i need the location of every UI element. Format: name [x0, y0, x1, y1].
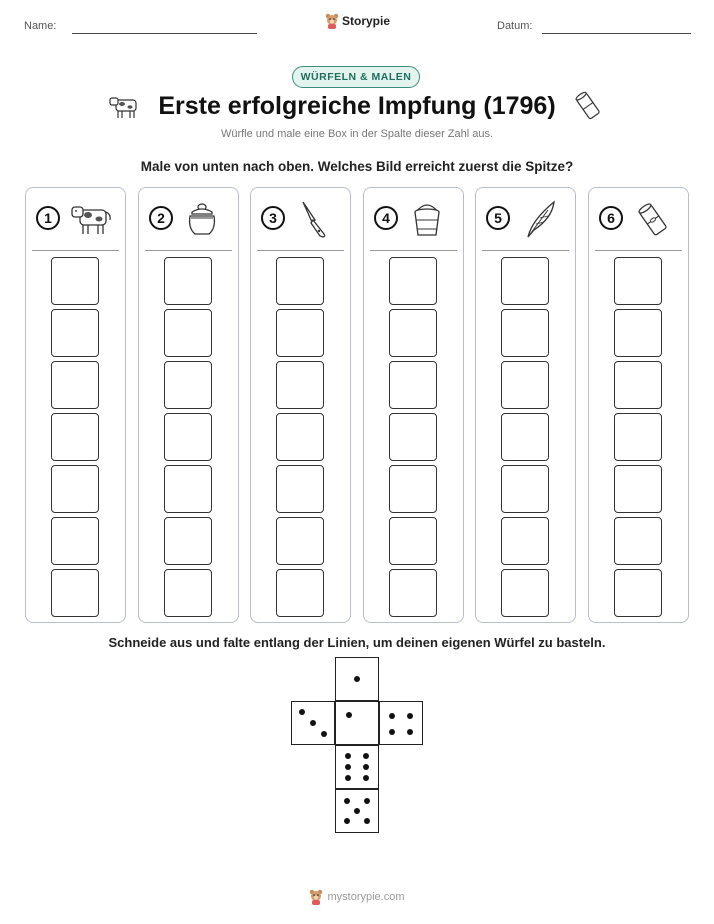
- footer: [0, 889, 714, 905]
- color-box[interactable]: [164, 361, 212, 409]
- pip: [354, 676, 360, 682]
- column-header: [251, 188, 350, 250]
- pip: [364, 798, 370, 804]
- column-number: 3: [261, 206, 285, 230]
- pip: [299, 709, 305, 715]
- color-box[interactable]: [164, 569, 212, 617]
- date-label: Datum:: [497, 20, 533, 32]
- column-header: [589, 188, 688, 250]
- column-header: [26, 188, 125, 250]
- color-box[interactable]: [51, 257, 99, 305]
- color-box[interactable]: [501, 257, 549, 305]
- pip: [344, 818, 350, 824]
- lancet-icon: [293, 198, 339, 240]
- column-number: 1: [36, 206, 60, 230]
- color-box[interactable]: [276, 309, 324, 357]
- bear-icon: [309, 889, 323, 905]
- brand-name: Storypie: [342, 14, 391, 28]
- color-box[interactable]: [276, 413, 324, 461]
- column-4: [363, 187, 464, 623]
- color-box[interactable]: [51, 413, 99, 461]
- color-box[interactable]: [51, 517, 99, 565]
- pip: [364, 818, 370, 824]
- color-box[interactable]: [164, 465, 212, 513]
- column-number: 4: [374, 206, 398, 230]
- pip: [344, 798, 350, 804]
- color-box[interactable]: [276, 569, 324, 617]
- pip: [363, 764, 369, 770]
- color-box[interactable]: [389, 257, 437, 305]
- die-face-5: [335, 789, 379, 833]
- color-box[interactable]: [389, 569, 437, 617]
- bear-icon: [325, 13, 339, 29]
- pip: [354, 808, 360, 814]
- column-number: 5: [486, 206, 510, 230]
- cow-icon: [108, 92, 142, 120]
- color-box[interactable]: [614, 257, 662, 305]
- color-box[interactable]: [276, 257, 324, 305]
- color-box[interactable]: [276, 361, 324, 409]
- color-box[interactable]: [614, 465, 662, 513]
- color-box[interactable]: [614, 413, 662, 461]
- color-box[interactable]: [501, 465, 549, 513]
- color-box[interactable]: [389, 465, 437, 513]
- brand-logo: [325, 13, 390, 29]
- color-box[interactable]: [614, 309, 662, 357]
- name-label: Name:: [24, 20, 57, 32]
- column-3: [250, 187, 351, 623]
- scroll-icon: [574, 90, 602, 122]
- pip: [345, 753, 351, 759]
- color-box[interactable]: [501, 309, 549, 357]
- color-box[interactable]: [51, 465, 99, 513]
- color-box[interactable]: [614, 517, 662, 565]
- color-box[interactable]: [51, 361, 99, 409]
- cut-instruction: Schneide aus und falte entlang der Linien, um deinen eigenen Würfel zu basteln.: [108, 635, 606, 650]
- color-box[interactable]: [389, 517, 437, 565]
- color-box[interactable]: [501, 569, 549, 617]
- color-box[interactable]: [614, 361, 662, 409]
- quill-icon: [518, 198, 564, 240]
- color-box[interactable]: [164, 517, 212, 565]
- jar-icon: [181, 198, 227, 240]
- column-5: [475, 187, 576, 623]
- pip: [310, 720, 316, 726]
- name-line: [72, 33, 257, 34]
- date-line: [542, 33, 691, 34]
- color-box[interactable]: [389, 413, 437, 461]
- bucket-icon: [406, 198, 452, 240]
- die-face-1: [335, 657, 379, 701]
- color-box[interactable]: [389, 361, 437, 409]
- pip: [321, 731, 327, 737]
- color-box[interactable]: [501, 361, 549, 409]
- color-box[interactable]: [276, 517, 324, 565]
- color-box[interactable]: [164, 309, 212, 357]
- pip: [389, 713, 395, 719]
- column-header: [364, 188, 463, 250]
- column-header: [476, 188, 575, 250]
- color-box[interactable]: [164, 413, 212, 461]
- subtitle: Würfle und male eine Box in der Spalte dieser Zahl aus.: [220, 128, 494, 140]
- pip: [363, 775, 369, 781]
- pip: [345, 775, 351, 781]
- die-face-6: [335, 745, 379, 789]
- color-box[interactable]: [51, 309, 99, 357]
- column-2: [138, 187, 239, 623]
- die-face-1b: [335, 701, 379, 745]
- column-header: [139, 188, 238, 250]
- activity-badge: WÜRFELN & MALEN: [292, 66, 420, 88]
- column-6: [588, 187, 689, 623]
- color-box[interactable]: [51, 569, 99, 617]
- color-box[interactable]: [389, 309, 437, 357]
- column-1: [25, 187, 126, 623]
- footer-url: mystorypie.com: [327, 891, 405, 903]
- pip: [363, 753, 369, 759]
- pip: [407, 713, 413, 719]
- color-box[interactable]: [164, 257, 212, 305]
- color-box[interactable]: [614, 569, 662, 617]
- color-box[interactable]: [501, 517, 549, 565]
- scroll-icon: [631, 198, 677, 240]
- color-box[interactable]: [501, 413, 549, 461]
- color-box[interactable]: [276, 465, 324, 513]
- die-face-3: [291, 701, 335, 745]
- pip: [346, 712, 352, 718]
- column-number: 6: [599, 206, 623, 230]
- pip: [389, 729, 395, 735]
- page-title: Erste erfolgreiche Impfung (1796): [158, 92, 556, 120]
- die-face-4: [379, 701, 423, 745]
- pip: [345, 764, 351, 770]
- cow-icon: [68, 198, 114, 240]
- column-number: 2: [149, 206, 173, 230]
- instruction-text: Male von unten nach oben. Welches Bild erreicht zuerst die Spitze?: [140, 159, 574, 174]
- pip: [407, 729, 413, 735]
